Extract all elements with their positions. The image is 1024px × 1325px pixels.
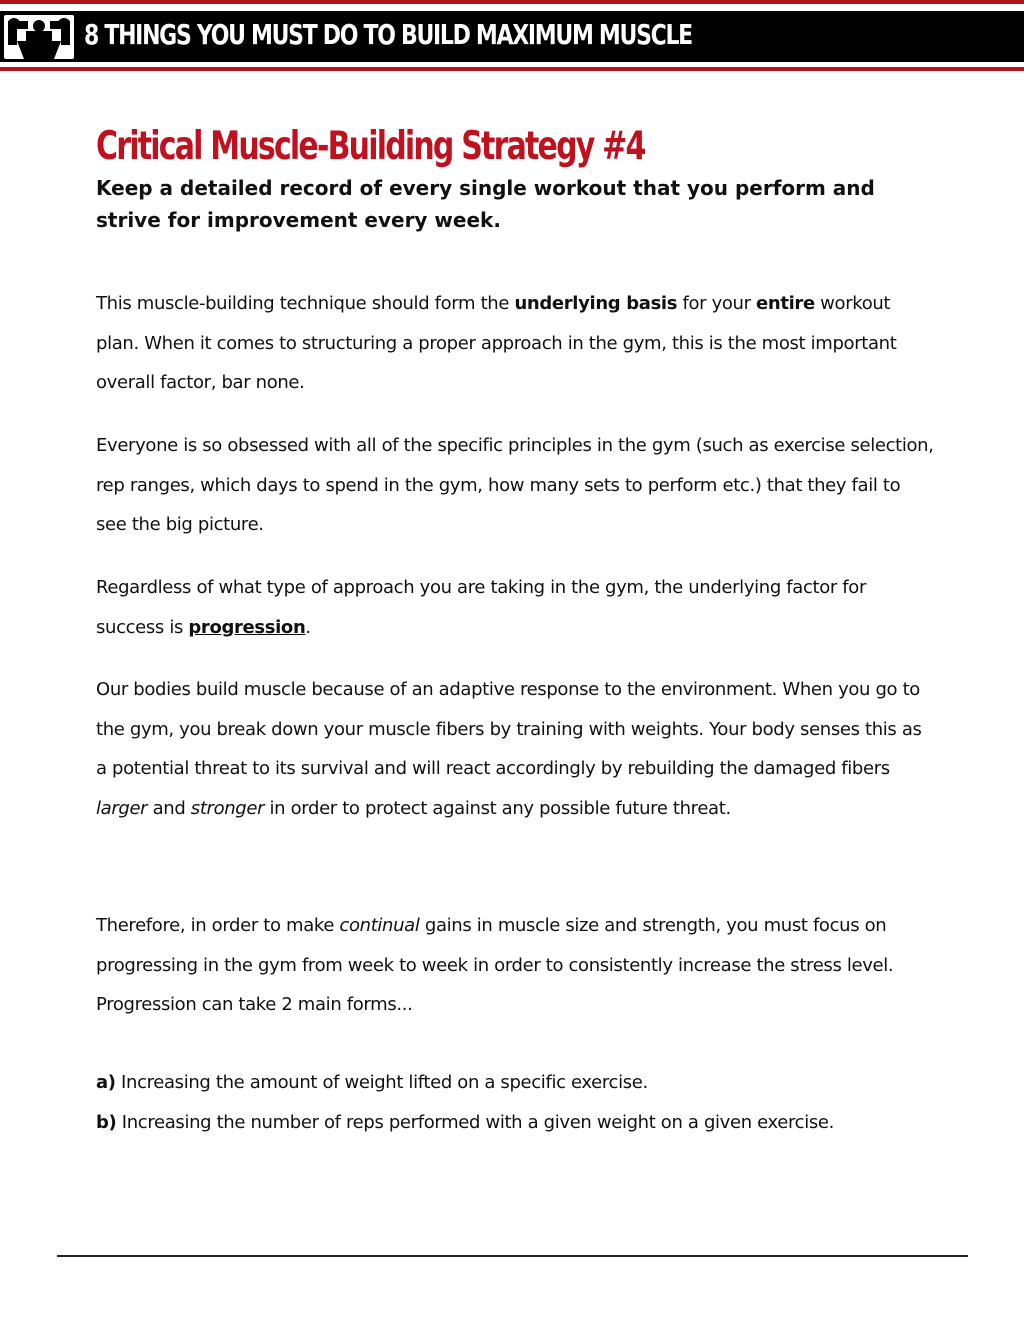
paragraph-1-text-2: for your [677,293,757,314]
paragraph-3-text-1: Regardless of what type of approach you are taking in the gym, the underlying factor for success is [96,577,866,638]
banner-top-rule [0,0,1024,4]
list-marker-a: a) [96,1072,116,1093]
paragraph-1-text-3: workout plan. When it comes to structuring a proper approach in the gym, this is the most important overall factor, bar none. [96,293,897,393]
footer-divider [57,1255,968,1257]
paragraph-4-text-3: in order to protect against any possible future threat. [264,797,731,819]
article-subheading: Keep a detailed record of every single workout that you perform and strive for improvement every week. [96,176,875,232]
paragraph-3-text-2: . [305,616,311,638]
header-banner [0,11,1024,62]
banner-bottom-rule [0,67,1024,71]
paragraph-4-text-1: Our bodies build muscle because of an adaptive response to the environment. When you go to the gym, you break down your muscle fibers by training with weights. Your body senses this as a potential threat to its survival and will react accordingly by rebuilding the damaged fibers [96,679,922,779]
article-heading: Critical Muscle-Building Strategy #4 [96,124,645,170]
paragraph-5 [96,906,936,1025]
progression-link[interactable]: progression [188,616,306,638]
emphasis-underlying-basis: underlying basis [514,293,678,314]
banner-title: 8 THINGS YOU MUST DO TO BUILD MAXIMUM MUSCLE [84,20,692,52]
emphasis-continual: continual [339,915,420,936]
emphasis-entire: entire [756,293,815,314]
list-item-b-text: Increasing the number of reps performed with a given weight on a given exercise. [116,1112,834,1133]
emphasis-larger: larger [96,797,148,819]
paragraph-3 [96,568,936,647]
list-item-a [96,1063,936,1103]
paragraph-2: Everyone is so obsessed with all of the specific principles in the gym (such as exercise selection, rep ranges, which days to spend in the gym, how many sets to perform etc.) that they fail to see the big picture. [96,435,934,535]
paragraph-4 [96,670,936,828]
list-marker-b: b) [96,1112,117,1133]
flexing-bodybuilder-icon [4,15,74,59]
paragraph-5-text-2: gains in muscle size and strength, you must focus on progressing in the gym from week to week in order to consistently increase the stress level. Progression can take 2 main forms... [96,915,894,1015]
paragraph-1 [96,284,936,403]
paragraph-1-text-1: This muscle-building technique should form the [96,293,515,314]
list-item-b [96,1103,936,1143]
paragraph-5-text-1: Therefore, in order to make [96,915,340,936]
list-item-a-text: Increasing the amount of weight lifted on a specific exercise. [115,1072,648,1093]
paragraph-4-text-2: and [147,797,191,819]
emphasis-stronger: stronger [190,797,265,819]
